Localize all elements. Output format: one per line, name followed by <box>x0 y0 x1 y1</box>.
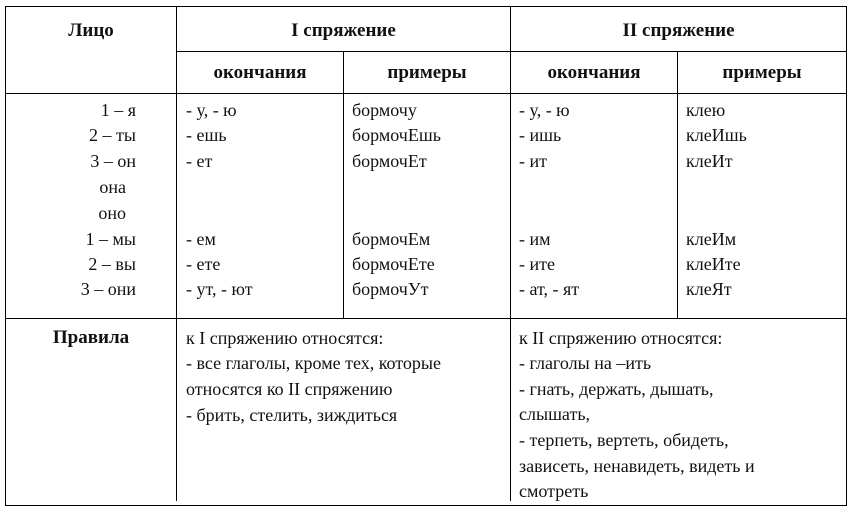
conjugation-table <box>5 6 847 506</box>
ending-cell: - ат, - ят <box>519 279 580 299</box>
header-endings-1: окончания <box>213 62 307 83</box>
person-cell: 2 – ты <box>89 125 136 145</box>
person-cell: она <box>99 177 126 197</box>
ending-cell: - у, - ю <box>186 100 237 120</box>
example-cell: клеИт <box>686 151 733 171</box>
example-cell: клеИм <box>686 229 737 249</box>
ending-cell: - ите <box>519 254 555 274</box>
person-cell: 3 – они <box>80 279 136 299</box>
person-cell: 3 – он <box>90 151 136 171</box>
rule-line: смотреть <box>519 481 589 501</box>
rule-line: относятся ко II спряжению <box>186 379 393 399</box>
rule-line: слышать, <box>519 404 591 424</box>
header-conjugation-1: I спряжение <box>291 20 396 41</box>
person-cell: 1 – я <box>100 100 136 120</box>
rules-label: Правила <box>52 327 130 348</box>
divider <box>6 318 846 319</box>
rule-line: - гнать, держать, дышать, <box>519 379 714 399</box>
header-examples-1: примеры <box>387 62 467 83</box>
example-cell: бормочу <box>352 100 417 120</box>
rule-line: - все глаголы, кроме тех, которые <box>186 353 442 373</box>
person-cell: 2 – вы <box>88 254 136 274</box>
ending-cell: - ит <box>519 151 547 171</box>
person-cell: оно <box>98 203 126 223</box>
divider <box>343 51 344 318</box>
header-person: Лицо <box>68 20 114 41</box>
ending-cell: - ешь <box>186 125 227 145</box>
rule-line: - терпеть, вертеть, обидеть, <box>519 430 729 450</box>
divider <box>176 51 846 52</box>
ending-cell: - им <box>519 229 551 249</box>
ending-cell: - у, - ю <box>519 100 570 120</box>
rule-line: - брить, стелить, зиждиться <box>186 405 398 425</box>
header-examples-2: примеры <box>722 62 802 83</box>
ending-cell: - ет <box>186 151 213 171</box>
example-cell: клеИшь <box>686 125 747 145</box>
example-cell: бормочУт <box>352 279 429 299</box>
ending-cell: - ем <box>186 229 216 249</box>
example-cell: бормочЕте <box>352 254 435 274</box>
ending-cell: - ишь <box>519 125 562 145</box>
divider <box>677 51 678 318</box>
header-conjugation-2: II спряжение <box>622 20 735 41</box>
rule-line: к II спряжению относятся: <box>519 328 723 348</box>
example-cell: бормочЕт <box>352 151 427 171</box>
example-cell: клею <box>686 100 726 120</box>
divider <box>6 93 846 94</box>
example-cell: бормочЕшь <box>352 125 441 145</box>
example-cell: бормочЕм <box>352 229 431 249</box>
rule-line: - глаголы на –ить <box>519 353 652 373</box>
rule-line: зависеть, ненавидеть, видеть и <box>519 456 755 476</box>
rule-line: к I спряжению относятся: <box>186 328 384 348</box>
person-cell: 1 – мы <box>85 229 136 249</box>
header-endings-2: окончания <box>547 62 641 83</box>
example-cell: клеИте <box>686 254 741 274</box>
example-cell: клеЯт <box>686 279 732 299</box>
ending-cell: - ете <box>186 254 221 274</box>
ending-cell: - ут, - ют <box>186 279 253 299</box>
